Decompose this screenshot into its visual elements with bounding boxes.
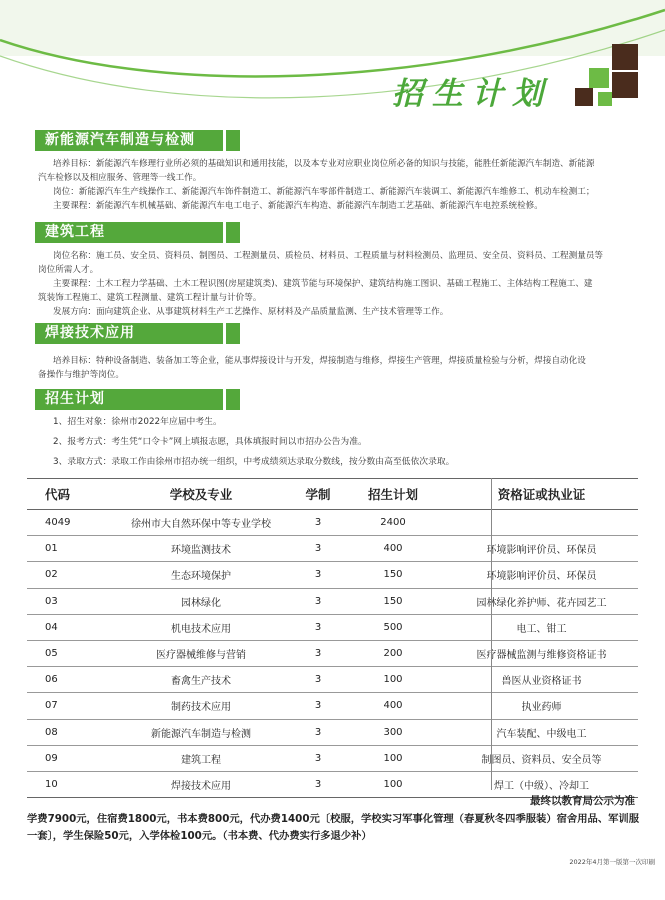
table-row <box>27 719 638 745</box>
cell-certificate: 园林绿化养护师、花卉园艺工 <box>445 588 638 614</box>
cell-certificate: 环境影响评价员、环保员 <box>445 562 638 588</box>
cell-certificate: 汽车装配、中级电工 <box>445 719 638 745</box>
cell-quota: 150 <box>341 562 445 588</box>
cell-duration: 3 <box>295 510 341 536</box>
cell-duration: 3 <box>295 771 341 797</box>
cell-code: 10 <box>27 771 107 797</box>
cell-code: 05 <box>27 640 107 666</box>
cell-quota: 100 <box>341 667 445 693</box>
cell-code: 03 <box>27 588 107 614</box>
cell-quota: 400 <box>341 693 445 719</box>
body-line: 岗位名称：施工员、安全员、资料员、制图员、工程测量员、质检员、材料员、工程质量与材料检测员、监理员、安全员、资料员、工程测量员等 <box>53 251 604 261</box>
table-row <box>27 693 638 719</box>
body-line: 筑装饰工程施工、建筑工程测量、建筑工程计量与计价等。 <box>38 293 262 303</box>
cell-quota: 100 <box>341 771 445 797</box>
section-marker <box>226 389 240 410</box>
cell-certificate: 制图员、资料员、安全员等 <box>445 745 638 771</box>
table-divider <box>491 478 492 790</box>
body-line: 主要课程：土木工程力学基础、土木工程识图(房屋建筑类)、建筑节能与环境保护、建筑结构施工图识、基础工程施工、主体结构工程施工、建 <box>53 279 593 289</box>
cell-duration: 3 <box>295 667 341 693</box>
section-title: 新能源汽车制造与检测 <box>35 130 223 151</box>
note: 最终以教育局公示为准 <box>530 795 635 807</box>
decor-square <box>612 44 638 70</box>
section-body <box>38 157 638 213</box>
decor-square <box>589 68 609 88</box>
cell-duration: 3 <box>295 745 341 771</box>
section-marker <box>226 323 240 344</box>
cell-certificate: 焊工（中级）、冷却工 <box>445 771 638 797</box>
print-info: 2022年4月第一版第一次印刷 <box>569 858 655 866</box>
table-row <box>27 536 638 562</box>
cell-duration: 3 <box>295 562 341 588</box>
table-row <box>27 510 638 536</box>
cell-quota: 100 <box>341 745 445 771</box>
cell-code: 01 <box>27 536 107 562</box>
section-marker <box>226 130 240 151</box>
cell-major: 新能源汽车制造与检测 <box>107 719 295 745</box>
header-quota: 招生计划 <box>341 479 445 510</box>
cell-code: 08 <box>27 719 107 745</box>
body-line: 岗位：新能源汽车生产线操作工、新能源汽车饰件制造工、新能源汽车零部件制造工、新能源汽车装调工、新能源汽车维修工、机动车检测工； <box>53 187 595 197</box>
cell-quota: 2400 <box>341 510 445 536</box>
section-body <box>38 249 638 319</box>
table-row <box>27 667 638 693</box>
cell-quota: 150 <box>341 588 445 614</box>
section-title: 招生计划 <box>35 389 223 410</box>
cell-major: 机电技术应用 <box>107 614 295 640</box>
cell-duration: 3 <box>295 588 341 614</box>
cell-major: 建筑工程 <box>107 745 295 771</box>
rule-item: 2、报考方式：考生凭“口令卡”网上填报志愿，具体填报时间以市招办公告为准。 <box>53 437 367 447</box>
cell-major: 徐州市大自然环保中等专业学校 <box>107 510 295 536</box>
header-duration: 学制 <box>295 479 341 510</box>
cell-duration: 3 <box>295 536 341 562</box>
section-marker <box>226 222 240 243</box>
cell-major: 园林绿化 <box>107 588 295 614</box>
enrollment-table <box>27 478 638 798</box>
header-major: 学校及专业 <box>107 479 295 510</box>
cell-major: 环境监测技术 <box>107 536 295 562</box>
decor-square <box>612 72 638 98</box>
cell-major: 医疗器械维修与营销 <box>107 640 295 666</box>
page-title: 招生计划 <box>392 76 552 112</box>
table-row <box>27 640 638 666</box>
cell-certificate: 医疗器械监测与维修资格证书 <box>445 640 638 666</box>
cell-quota: 300 <box>341 719 445 745</box>
body-line: 岗位所需人才。 <box>38 265 99 275</box>
body-line: 培养目标：新能源汽车修理行业所必须的基础知识和通用技能，以及本专业对应职业岗位所必备的知识与技能，能胜任新能源汽车制造、新能源 <box>53 159 595 169</box>
section-title: 焊接技术应用 <box>35 323 223 344</box>
table-row <box>27 614 638 640</box>
rule-item: 1、招生对象：徐州市2022年应届中考生。 <box>53 417 222 427</box>
fees-text: 学费7900元，住宿费1800元，书本费800元，代办费1400元〔校服，学校实习军事化管理（春夏秋冬四季服装）宿舍用品、军训服一套〕，学生保险50元，入学体检100元。（书本费、代办费实行多退少补） <box>27 813 640 842</box>
cell-certificate: 兽医从业资格证书 <box>445 667 638 693</box>
cell-duration: 3 <box>295 693 341 719</box>
body-line: 汽车检修以及相应服务、管理等一线工作。 <box>38 173 202 183</box>
cell-code: 02 <box>27 562 107 588</box>
cell-code: 04 <box>27 614 107 640</box>
header-code: 代码 <box>27 479 107 510</box>
cell-code: 4049 <box>27 510 107 536</box>
table-row <box>27 588 638 614</box>
cell-major: 生态环境保护 <box>107 562 295 588</box>
body-line: 发展方向：面向建筑企业、从事建筑材料生产工艺操作、原材料及产品质量监测、生产技术管理等工作。 <box>53 307 449 317</box>
decor-square <box>575 88 593 106</box>
cell-quota: 200 <box>341 640 445 666</box>
decor-square <box>598 92 612 106</box>
header-certificate: 资格证或执业证 <box>445 479 638 510</box>
cell-certificate <box>445 510 638 536</box>
cell-certificate: 电工、钳工 <box>445 614 638 640</box>
body-line: 备操作与维护等岗位。 <box>38 370 124 380</box>
cell-quota: 500 <box>341 614 445 640</box>
cell-code: 06 <box>27 667 107 693</box>
table-row <box>27 562 638 588</box>
cell-major: 畜禽生产技术 <box>107 667 295 693</box>
body-line: 主要课程：新能源汽车机械基础、新能源汽车电工电子、新能源汽车构造、新能源汽车制造工艺基础、新能源汽车电控系统检修。 <box>53 201 543 211</box>
rule-item: 3、录取方式：录取工作由徐州市招办统一组织，中考成绩须达录取分数线，按分数由高至低依次录取。 <box>53 457 455 467</box>
cell-certificate: 环境影响评价员、环保员 <box>445 536 638 562</box>
cell-duration: 3 <box>295 640 341 666</box>
table-row <box>27 745 638 771</box>
cell-major: 制药技术应用 <box>107 693 295 719</box>
body-line: 培养目标：特种设备制造、装备加工等企业，能从事焊接设计与开发，焊接制造与维修，焊接生产管理，焊接质量检验与分析，焊接自动化设 <box>53 356 586 366</box>
cell-code: 09 <box>27 745 107 771</box>
cell-duration: 3 <box>295 614 341 640</box>
section-body <box>38 354 638 382</box>
cell-quota: 400 <box>341 536 445 562</box>
cell-duration: 3 <box>295 719 341 745</box>
cell-major: 焊接技术应用 <box>107 771 295 797</box>
section-title: 建筑工程 <box>35 222 223 243</box>
cell-code: 07 <box>27 693 107 719</box>
table-header <box>27 479 638 510</box>
enrollment-rules <box>38 412 638 472</box>
cell-certificate: 执业药师 <box>445 693 638 719</box>
